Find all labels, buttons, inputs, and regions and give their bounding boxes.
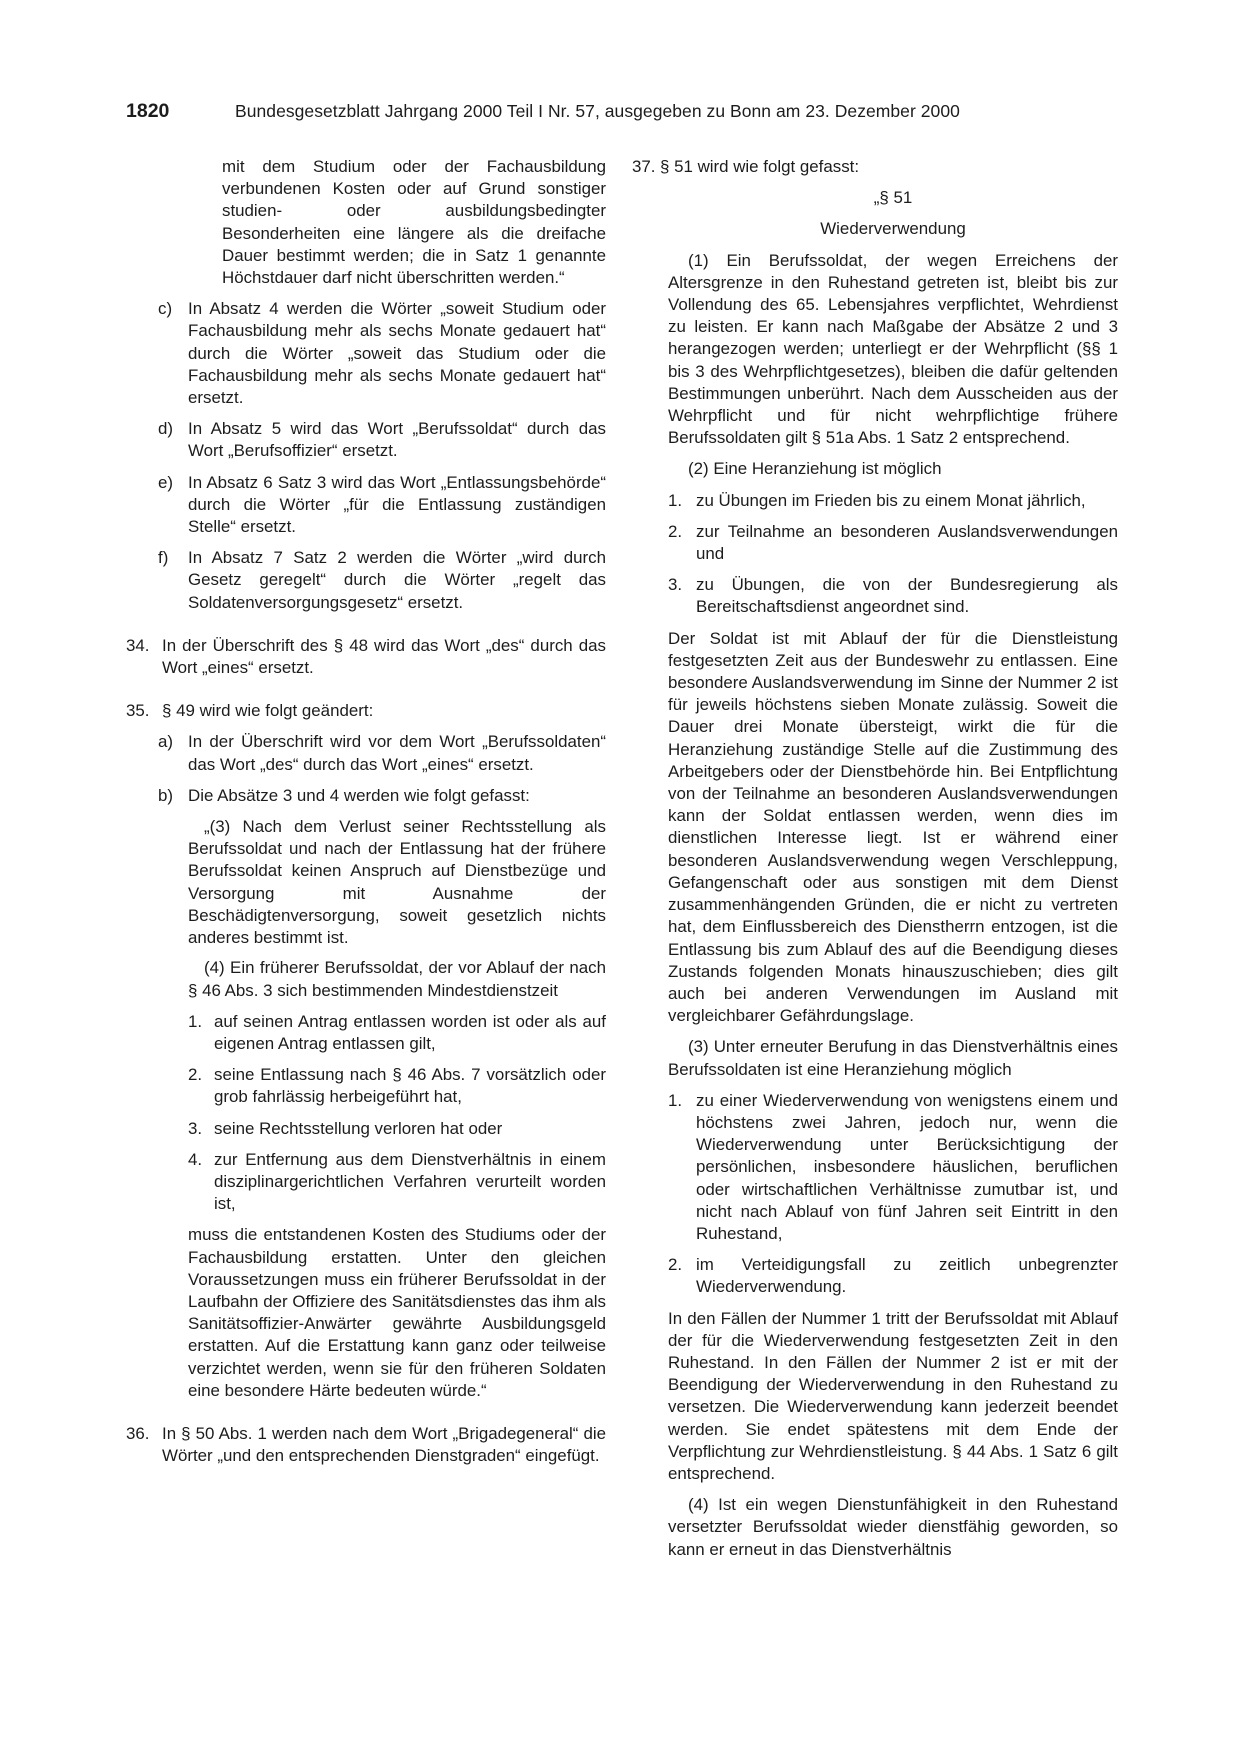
list-item-1	[188, 1011, 606, 1055]
item-text: In Absatz 6 Satz 3 wird das Wort „Entlassungsbehörde“ durch die Wörter „für die Entlassung zuständigen Stelle“ ersetzt.	[188, 472, 606, 537]
paragraph-49-4: (4) Ein früherer Berufssoldat, der vor Ablauf der nach § 46 Abs. 3 sich bestimmenden Mindestdienstzeit	[188, 958, 606, 1000]
page-number: 1820	[126, 100, 170, 122]
list-item-3	[188, 1118, 606, 1140]
abs2-item-3	[668, 574, 1118, 618]
item-text: seine Rechtsstellung verloren hat oder	[214, 1118, 503, 1138]
item-36	[126, 1423, 606, 1467]
item-33b-continuation: mit dem Studium oder der Fachausbildung verbundenen Kosten oder auf Grund sonstiger studien- oder ausbildungsbedingter Besonderheiten eine längere als die dreifache Dauer bestimmt werden; die in Satz 1 genannte Höchstdauer darf nicht überschritten werden.“	[222, 157, 606, 288]
section-title: Wiederverwendung	[820, 219, 966, 239]
item-text: In Absatz 5 wird das Wort „Berufssoldat“ durch das Wort „Berufsoffizier“ ersetzt.	[188, 419, 606, 461]
item-label: 2.	[188, 1065, 203, 1085]
abs3-closing: In den Fällen der Nummer 1 tritt der Berufssoldat mit Ablauf der für die Wiederverwendung festgesetzten Zeit in den Ruhestand. In den Fällen der Nummer 2 ist er mit der Beendigung der Wiederverwendung in den Ruhestand zu versetzen. Die Wiederverwendung kann jederzeit beendet werden. Sie endet spätestens mit dem Ende der Verpflichtung zur Wehrdienstleistung. § 44 Abs. 1 Satz 6 gilt entsprechend.	[668, 1308, 1118, 1483]
list-item-2	[188, 1064, 606, 1108]
list-item-4	[188, 1149, 606, 1216]
item-text: zu Übungen im Frieden bis zu einem Monat jährlich,	[696, 490, 1086, 510]
item-text: Die Absätze 3 und 4 werden wie folgt gefasst:	[188, 785, 530, 805]
item-34	[126, 635, 606, 679]
page-header	[126, 100, 1106, 130]
paragraph-51-1: (1) Ein Berufssoldat, der wegen Erreichens der Altersgrenze in den Ruhestand getreten ist, bleibt bis zur Vollendung des 65. Lebensjahres verpflichtet, Wehrdienst zu leisten. Er kann nach Maßgabe der Absätze 2 und 3 herangezogen werden; unterliegt er der Wehrpflicht (§§ 1 bis 3 des Wehrpflichtgesetzes), bleiben die dafür geltenden Bestimmungen unberührt. Nach dem Ausscheiden aus der Wehrpflicht und für nicht wehrpflichtige frühere Berufssoldaten gilt § 51a Abs. 1 Satz 2 entsprechend.	[668, 250, 1118, 448]
item-33c	[158, 298, 606, 409]
item-label: 2.	[668, 521, 683, 541]
item-label: f)	[158, 548, 169, 568]
item-label: 4.	[188, 1149, 203, 1169]
item-label: c)	[158, 299, 173, 319]
item-label: 1.	[668, 490, 683, 510]
item-label: 3.	[668, 575, 683, 595]
item-text: In der Überschrift des § 48 wird das Wort „des“ durch das Wort „eines“ ersetzt.	[162, 635, 606, 678]
paragraph-51-2: (2) Eine Heranziehung ist möglich	[688, 459, 942, 479]
item-label: 1.	[188, 1011, 203, 1031]
abs2-closing: Der Soldat ist mit Ablauf der für die Dienstleistung festgesetzten Zeit aus der Bundeswehr zu entlassen. Eine besondere Auslandsverwendung im Sinne der Nummer 2 ist für jeweils höchstens sieben Monate zulässig. Soweit die Dauer drei Monate übersteigt, wirkt die für die Heranziehung zuständige Stelle auf die Zustimmung des Arbeitgebers oder der Dienstbehörde hin. Bei Entpflichtung von der Teilnahme an besonderen Auslandsverwendungen kann der Soldat entlassen werden, wenn dies im dienstlichen Interesse liegt. Ist er während einer besonderen Auslandsverwendung wegen Verschleppung, Gefangenschaft oder aus sonstigen mit dem Dienst zusammenhängenden Gründen, die er nicht zu vertreten hat, dem Einflussbereich des Dienstherrn entzogen, ist die Entlassung bis zum Ablauf des auf die Beendigung dieses Zustands folgenden Monats hinauszuschieben; dies gilt auch bei anderen Verwendungen im Ausland mit vergleichbarer Gefährdungslage.	[668, 628, 1118, 1026]
item-label: a)	[158, 732, 174, 752]
closing-paragraph: muss die entstandenen Kosten des Studiums oder der Fachausbildung erstatten. Unter den gleichen Voraussetzungen muss ein früherer Berufssoldat in der Laufbahn der Offiziere des Sanitätsdienstes das ihm als Sanitätsoffizier-Anwärter gewährte Ausbildungsgeld erstatten. Auf die Erstattung kann ganz oder teilweise verzichtet werden, wenn sie für den früheren Soldaten eine besondere Härte bedeuten würde.“	[188, 1225, 606, 1400]
abs3-item-1	[668, 1090, 1118, 1245]
item-35b	[158, 785, 606, 807]
item-text: zur Entfernung aus dem Dienstverhältnis in einem disziplinargerichtlichen Verfahren verurteilt worden ist,	[214, 1149, 606, 1214]
item-33e	[158, 472, 606, 539]
item-text: auf seinen Antrag entlassen worden ist oder als auf eigenen Antrag entlassen gilt,	[214, 1011, 606, 1053]
paragraph-51-4: (4) Ist ein wegen Dienstunfähigkeit in den Ruhestand versetzter Berufssoldat wieder dienstfähig geworden, so kann er erneut in das Dienstverhältnis	[668, 1495, 1118, 1559]
item-text: § 51 wird wie folgt gefasst:	[660, 157, 860, 176]
item-37	[632, 156, 1118, 178]
item-label: 34.	[126, 635, 150, 655]
item-text: In § 50 Abs. 1 werden nach dem Wort „Brigadegeneral“ die Wörter „und den entsprechenden Dienstgraden“ eingefügt.	[162, 1423, 606, 1466]
paragraph-51-3: (3) Unter erneuter Berufung in das Dienstverhältnis eines Berufssoldaten ist eine Heranziehung möglich	[668, 1037, 1118, 1079]
item-text: zu Übungen, die von der Bundesregierung als Bereitschaftsdienst angeordnet sind.	[696, 575, 1118, 617]
item-label: d)	[158, 419, 174, 439]
gazette-title: Bundesgesetzblatt Jahrgang 2000 Teil I Nr. 57, ausgegeben zu Bonn am 23. Dezember 2000	[235, 101, 960, 121]
section-number: „§ 51	[873, 188, 913, 208]
abs2-item-2	[668, 521, 1118, 565]
abs2-item-1	[668, 490, 1118, 512]
left-column	[126, 156, 606, 1467]
right-column	[632, 156, 1118, 1561]
item-label: b)	[158, 785, 174, 805]
item-text: In Absatz 7 Satz 2 werden die Wörter „wird durch Gesetz geregelt“ durch die Wörter „regelt das Soldatenversorgungsgesetz“ ersetzt.	[188, 548, 606, 612]
item-label: 1.	[668, 1090, 683, 1110]
item-text: § 49 wird wie folgt geändert:	[162, 701, 374, 721]
item-label: 37.	[632, 157, 656, 176]
item-text: seine Entlassung nach § 46 Abs. 7 vorsätzlich oder grob fahrlässig herbeigeführt hat,	[214, 1065, 606, 1107]
item-text: In Absatz 4 werden die Wörter „soweit Studium oder Fachausbildung mehr als sechs Monate gedauert hat“ durch die Wörter „soweit das Studium oder die Fachausbildung mehr als sechs Monate gedauert hat“ ersetzt.	[188, 299, 606, 408]
item-35	[126, 700, 606, 722]
item-label: 36.	[126, 1423, 150, 1443]
item-text: In der Überschrift wird vor dem Wort „Berufssoldaten“ das Wort „des“ durch das Wort „eines“ ersetzt.	[188, 732, 606, 774]
item-33f	[158, 547, 606, 614]
item-text: zu einer Wiederverwendung von wenigstens einem und höchstens zwei Jahren, jedoch nur, wenn die Wiederverwendung unter Berücksichtigung der persönlichen, insbesondere häuslichen, beruflichen oder wirtschaftlichen Verhältnisse zumutbar ist, und nicht nach Ablauf von fünf Jahren seit Eintritt in den Ruhestand,	[696, 1090, 1118, 1243]
item-text: zur Teilnahme an besonderen Auslandsverwendungen und	[696, 521, 1118, 564]
item-text: im Verteidigungsfall zu zeitlich unbegrenzter Wiederverwendung.	[696, 1255, 1118, 1297]
item-label: 3.	[188, 1118, 203, 1138]
item-35a	[158, 731, 606, 775]
item-33d	[158, 418, 606, 462]
item-label: 35.	[126, 701, 150, 721]
item-label: 2.	[668, 1255, 683, 1275]
item-label: e)	[158, 472, 174, 492]
paragraph-49-3: „(3) Nach dem Verlust seiner Rechtsstellung als Berufssoldat und nach der Entlassung hat der frühere Berufssoldat keinen Anspruch auf Dienstbezüge und Versorgung mit Ausnahme der Beschädigtenversorgung, soweit gesetzlich nichts anderes bestimmt ist.	[188, 817, 606, 948]
abs3-item-2	[668, 1254, 1118, 1298]
